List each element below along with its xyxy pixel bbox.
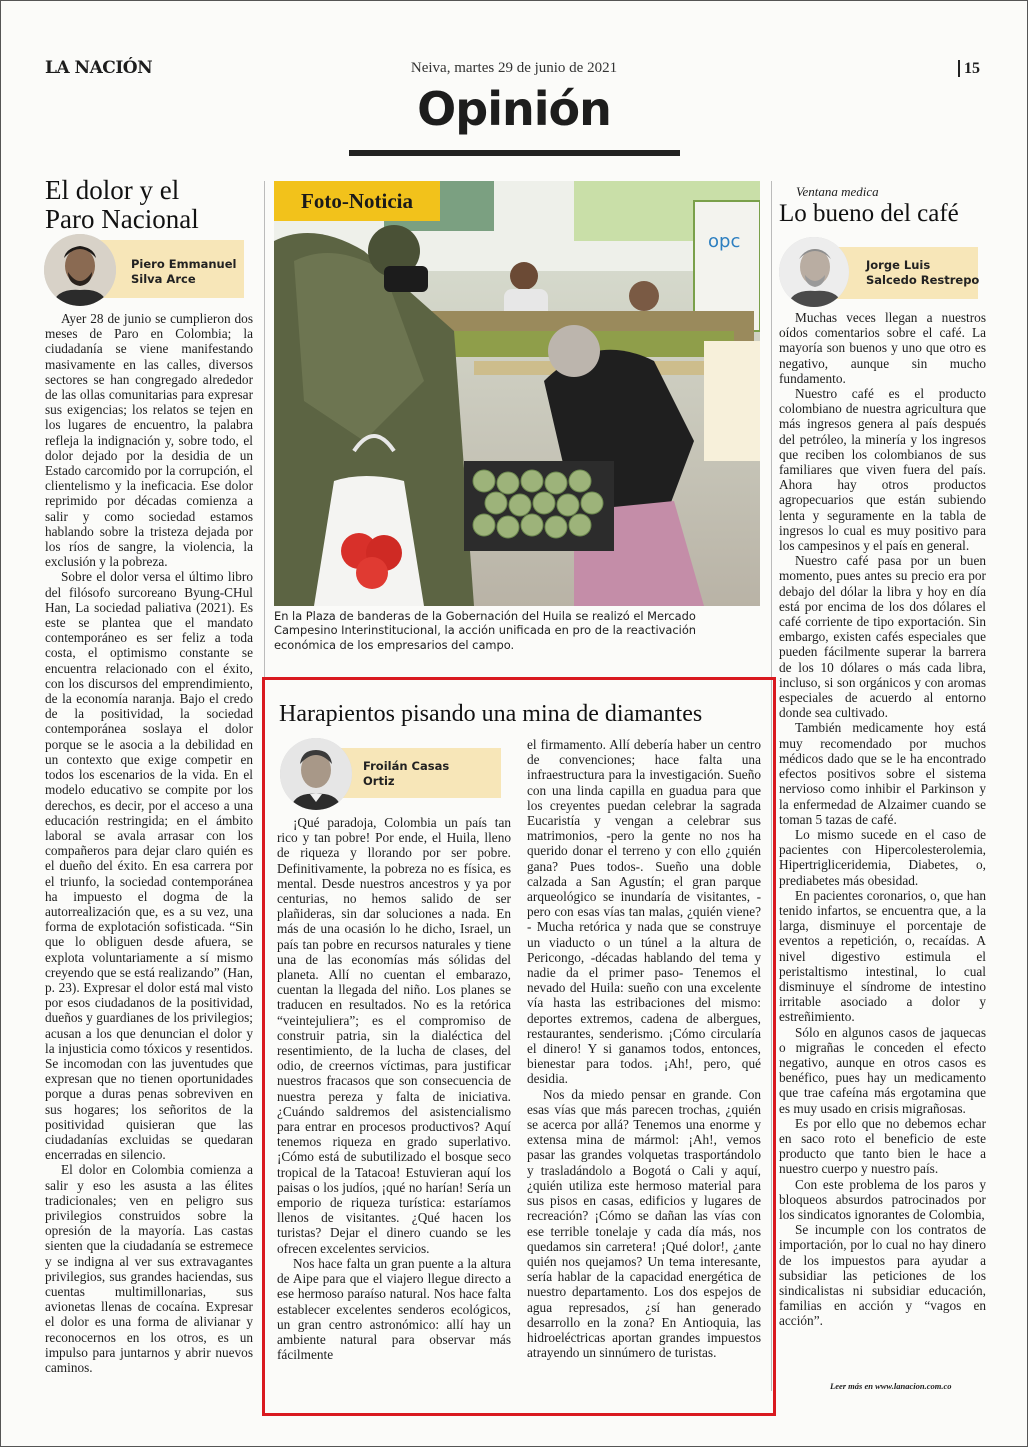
center-author-line1: Froilán Casas [363, 759, 450, 773]
left-paragraph: El dolor en Colombia comienza a salir y eso les asusta a las élites tradicionales; ven en peligro sus privilegios construidos sobre la opresión de la mayoría. Las castas sienten que la ciudadanía se estremece y se indigna al ver sus extravagantes privilegios, sus grandes haciendas, sus cuentas multimillonarias, sus avionetas llenas de cocaína. Expresar el dolor es una forma de alivianar y reconocernos en los otros, es un impulso para juntarnos y abrir nuevos caminos. [45, 1162, 253, 1376]
right-author-line2: Salcedo Restrepo [866, 273, 980, 287]
right-author-avatar [779, 237, 849, 307]
photo-label: Foto-Noticia [274, 181, 440, 221]
left-paragraph: Sobre el dolor versa el último libro del filósofo surcoreano Byung-CHul Han, La sociedad paliativa (2021). Es este se plantea que el mandato contemporáneo es ser feliz a toda costa, el optimismo constante se encuentra relacionado con el éxito, con los discursos del emprendimiento, de la economía naranja. Bajo el credo de la positividad, la sociedad contemporánea soslaya el dolor porque se le asocia a la debilidad en un contexto que exige competir en todos los escenarios de la vida. En el modelo educativo se compite por los derechos, es decir, por el acceso a una educación restringida; en el ámbito laboral se avala arrasar con los compañeros para dejar claro quién es el dueño del éxito. En esa carrera por el triunfo, la sociedad contemporánea ha impuesto el dogma de la autorrealización que, es a su vez, una forma de explotación sofisticada. “Sin que lo obliguen desde afuera, se explota voluntariamente a sí mismo creyendo que se está realizando” (Han, p. 23). Expresar el dolor está mal visto por esos ciudadanos de la positividad, dueños y guardianes de los privilegios; acusan a los que denuncian el dolor y la injusticia como tóxicos y resentidos. Se incomodan con las juventudes que expresan que no tienen oportunidades porque a duras penas sobreviven en sus hogares; los señoritos de la positividad quisieran que las ciudadanías excluidas se quedaran encerradas en silencio. [45, 569, 253, 1163]
person-icon [280, 738, 352, 810]
right-paragraph: Se incumple con los contratos de importación, por lo cual no hay dinero de los impuestos para ayudar a subsidiar las peticiones de los sindicalistas ni subsidiar educación, familias en acción y “vagos en acción”. [779, 1222, 986, 1329]
left-author-line2: Silva Arce [131, 272, 196, 286]
right-paragraph: Nuestro café es el producto colombiano de nuestra agricultura que más ingresos genera al país después del petróleo, la minería y los ingresos que reciben los colombianos de sus familiares que viven fuera del país. Ahora hay otros productos agropecuarios que están subiendo lenta y seguramente en la tabla de ingresos lo cual es muy positivo para los campesinos y el país en general. [779, 386, 986, 554]
photo-caption: En la Plaza de banderas de la Gobernación del Huila se realizó el Mercado Campesino Interinstitucional, la acción unificada en pro de la reactivación económica de los empresarios del campo. [274, 609, 697, 652]
sign-text: opc [708, 231, 741, 252]
read-more-link[interactable]: Leer más en www.lanacion.com.co [830, 1381, 952, 1391]
center-author-line2: Ortiz [363, 774, 395, 788]
left-title-line1: El dolor y el [45, 175, 180, 205]
right-paragraph: En pacientes coronarios, o, que han tenido infartos, se encuentra que, a la larga, disminuye el porcentaje de eventos a repetición, o, recaídas. A nivel digestivo estimula el peristaltismo intestinal, lo cual disminuye el síndrome de intestino irritable asociado a dolor y estreñimiento. [779, 887, 986, 1025]
left-author-name [131, 257, 236, 287]
section-rule [349, 150, 680, 156]
left-author-line1: Piero Emmanuel [131, 257, 237, 271]
right-paragraph: Sólo en algunos casos de jaquecas o migrañas le conceden el efecto negativo, aunque en otros casos es benéfico, pues hay un medicamento que trae cafeína más ergotamina que es muy usado en crisis migrañosas. [779, 1024, 986, 1116]
right-article-title: Lo bueno del café [779, 200, 959, 227]
left-paragraph: Ayer 28 de junio se cumplieron dos meses de Paro en Colombia; la ciudadanía se viene manifestando masivamente en las calles, diversos sectores se han congregado alrededor de las ollas comunitarias para expresar sus exigencias; los relatos se tejen en los lugares de encuentro, la palabra refleja la indignación y, sobre todo, el dolor dejado por la desidia de un Estado carcomido por la corrupción, el clientelismo y la ineficacia. Ese dolor reprimido por décadas comienza a salir y como sociedad estamos hablando sobre la tristeza dejada por los ríos de sangre, la violencia, la exclusión y la pobreza. [45, 311, 253, 570]
center-article-col1 [277, 815, 511, 1362]
left-article-body [45, 311, 253, 1375]
right-paragraph: Muchas veces llegan a nuestros oídos comentarios sobre el café. La mayoría son buenos y uno que otro es negativo, aunque sin mucho fundamento. [779, 310, 986, 386]
right-paragraph: Nuestro café pasa por un buen momento, pues antes su precio era por debajo del dólar la libra y hoy en día está por encima de los dos dólares el café corriente de tipo exportación. Sin embargo, existen cafés especiales que pueden fácilmente superar la barrera de los 10 dólares o más cada libra, incluso, si son orgánicos y con aromas especiales de acuerdo al entorno donde sea cultivado. [779, 553, 986, 721]
person-icon [779, 237, 849, 307]
right-article-kicker: Ventana medica [796, 184, 879, 199]
center-paragraph: ¡Qué paradoja, Colombia un país tan rico y tan pobre! Por ende, el Huila, lleno de riqueza y llorando por ser pobre. Definitivamente, la pobreza no es física, es mental. Desde nuestros ancestros y ya por centurias, no hemos salido de ser plañideras, sin dar soluciones a nada. En más de una ocasión lo he dicho, Israel, un país tan pobre en recursos naturales y tiene una de las economías más sólidas del planeta. Allí no cuentan el embarazo, cuentan la llegada del niño. Los planes se traducen en resultados. No es la retórica “veintejuliera”; es el compromiso de construir patria, sin la dialéctica del resentimiento, de la lucha de clases, del odio, de creernos víctimas, para justificar nuestros fracasos que son consecuencia de nuestra pereza y falta de iniciativa. ¿Cuándo saldremos del asistencialismo para entrar en procesos productivos? Aquí tenemos riqueza en grado superlativo. ¡Cómo está de subutilizado el bosque seco tropical de la Tatacoa! Estuvieran aquí los paisas o los judíos, ¡qué no harían! Sería un emporio de riqueza turística: estaríamos llenos de visitantes. ¿Qué hacen los turistas? Dejar el dinero cuando se les ofrecen excelentes servicios. [277, 815, 511, 1256]
right-paragraph: Es por ello que no debemos echar en saco roto el beneficio de este producto que tanto bien le hace a nuestro cuerpo y nuestro país. [779, 1115, 986, 1177]
newspaper-masthead: LA NACIÓN [45, 58, 153, 78]
right-paragraph: También medicamente hoy está muy recomendado por muchos médicos dado que se le ha encontrado efectos positivos sobre el sistema nervioso como inhibir el Parkinson y la enfermedad de Alzaimer cuando se toman 5 tazas de café. [779, 720, 986, 827]
center-paragraph: Nos hace falta un gran puente a la altura de Aipe para que el viajero llegue directo a ese hermoso paraíso natural. Nos hace falta establecer excelentes senderos ecológicos, un gran centro astronómico: allí hay un ambiente natural para observar más fácilmente [277, 1255, 511, 1363]
right-author-line1: Jorge Luis [866, 258, 931, 272]
right-paragraph: Con este problema de los paros y bloqueos absurdos patrocinados por los sindicatos ignorantes de Colombia, [779, 1176, 986, 1222]
market-photo [274, 181, 760, 606]
right-paragraph: Lo mismo sucede en el caso de pacientes con Hipercolesterolemia, Hipertrigliceridemia, Diabetes, o, prediabetes más obesidad. [779, 826, 986, 888]
page-number: 15 [958, 60, 980, 77]
center-paragraph: Nos da miedo pensar en grande. Con esas vías que más parecen trochas, ¿quién se acerca por allá? Tenemos una enorme y extensa mina de mármol: ¡Ah!, vemos pasar las grandes volquetas trasportándolo y trasladándolo a Bogotá o Cali y aquí, ¿quién utiliza este hermoso material para sus pisos en casas, edificios y lugares de recreación? ¡Cómo se dañan las vías con ese terrible tonelaje y cada día más, nos quedamos sin carretera! ¡Qué dolor!, ¿ante quién nos quejamos? Un tema interesante, sería hablar de la capacidad energética de nuestro departamento. Los dos espejos de agua represados, ¿sí han generado desarrollo en la zona? En Antioquia, las hidroeléctricas aportan grandes impuestos atrayendo un sinnúmero de turistas. [527, 1086, 761, 1361]
left-title-line2: Paro Nacional [45, 204, 199, 234]
center-article-title: Harapientos pisando una mina de diamantes [279, 701, 703, 727]
left-author-avatar [44, 234, 116, 306]
center-paragraph: el firmamento. Allí debería haber un centro de convenciones; hace falta una infraestructura para la investigación. Sueño con una linda capilla en guadua para que los creyentes puedan celebrar la sagrada Eucaristía y vengan a celebrar sus matrimonios, -pero la gente no nos ha querido donar el terreno y con ello ¿quién gana? Pues todos-. Sueño una doble calzada a San Agustín; el gran parque arqueológico se inundaría de visitantes, -pero con esas vías tan malas, ¿quién viene?- Mucha retórica y nada que se construye un viaducto o un túnel a la altura de Pericongo, -décadas hablando del tema y nadie da el primer paso- Tenemos el nevado del Huila: sueño con una excelente vía hasta las estribaciones del mismo: deportes extremos, cadena de albergues, restaurantes, senderismo. ¡Cómo circularía el dinero! Y si ganamos todos, entonces, bienestar para todos. ¡Ah!, pero, qué desidia. [527, 737, 761, 1087]
section-title: Opinión [417, 82, 611, 136]
right-author-name [866, 258, 979, 288]
person-icon [44, 234, 116, 306]
center-article-col2 [527, 737, 761, 1360]
center-author-name [363, 759, 449, 789]
issue-date: Neiva, martes 29 de junio de 2021 [410, 60, 618, 76]
market-scene-image [274, 181, 760, 606]
left-article-title [45, 176, 255, 234]
center-author-avatar [280, 738, 352, 810]
right-article-body [779, 310, 986, 1329]
